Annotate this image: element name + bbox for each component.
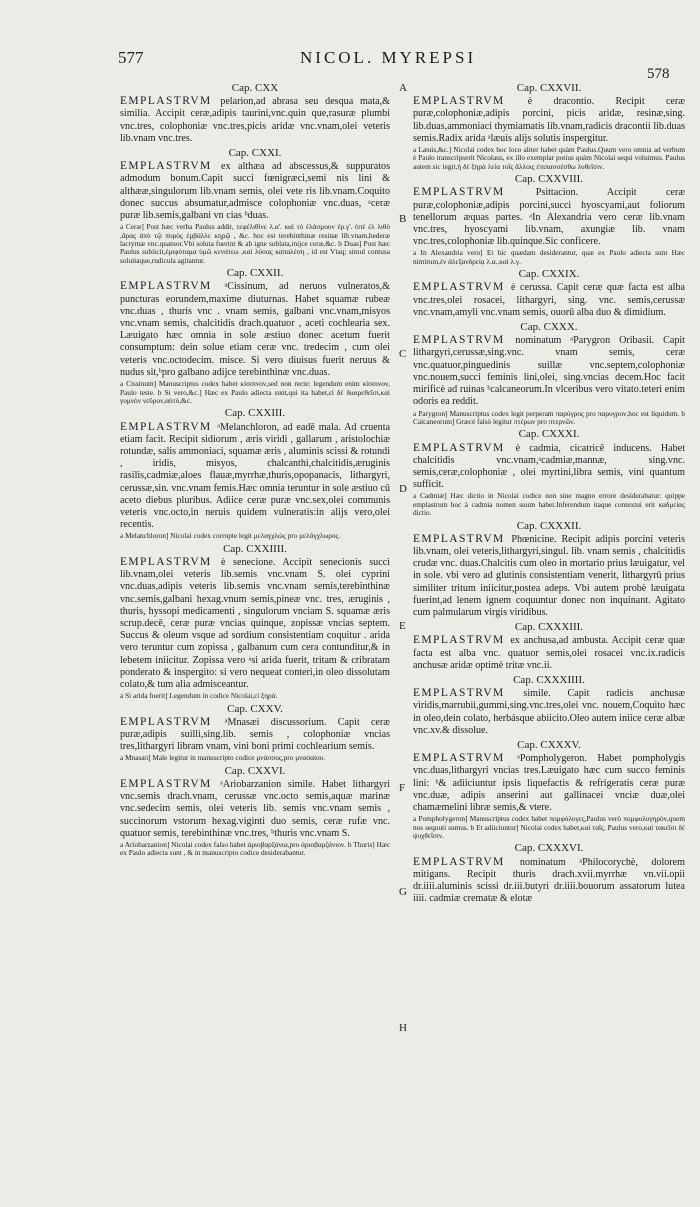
recipe-paragraph	[120, 160, 390, 222]
paragraph-text: nominatum ᵃParygron Oribasii. Capit lithargyri,cerussæ,sing.vnc. vnam semis, ceræ vnc.quatuor,pinguedinis suillæ vnc.septem,colophoniæ vnc.nouem,succi feminis lini,olei, sing.vncias decem.Hoc facit mirificè ad ruinas ᵇcalcaneorum.In vlceribus vero vitato.teteri enim odoris ea reddit.	[413, 335, 685, 408]
chapter-heading: Cap. CXXVII.	[516, 82, 582, 94]
recipe-paragraph	[120, 95, 390, 145]
right-column	[413, 80, 685, 906]
paragraph-text: è senecione. Accipit senecionis succi lib.vnam,olei veteris lib.semis vnc.vnam S. olei cyprini vnc.duas,adipis veteris lib.semis vnc.vnam semis,terebinthinæ vnc.semis,galbani hexag.vnum semis,pineæ vnc. tres, æruginis , thuris, hyssopi medicamenti , singulorum vnciam S. squamæ æris scrup.decē, ceræ puræ vncias quinque, zopissæ vncias septem. Succus & oleum vsque ad sordium consistentiam coquitur . arida vero teruntur cum zopissa , galbanum cum cera contunditur,& in lebetem iniicitur. Zopissa vero ᵃsi arida fuerit, tritam & cribratam ponderato & inspergito: si vero nequeat conteri,in oleo dissolutam colato,& tum alia admisceantur.	[120, 556, 390, 690]
recipe-paragraph	[413, 442, 685, 492]
paragraph-text: ᵃPompholygeron. Habet pompholygis vnc.duas,lithargyri vncias tres.Læuigato hæc cum succo feminis lini: ᵇ& adiiciuntur ipsis liquefactis & refrigeratis ceræ puræ vnc.duæ, adipis anserini aut gallinacei vnciæ duæ,olei chamæmelini libræ semis,& vtere.	[413, 753, 685, 814]
emplastrum-word: EMPLASTRVM	[413, 855, 520, 868]
left-column	[120, 80, 390, 860]
page-header	[0, 48, 700, 82]
footnote: a In Alexandria vero] Et hic quædam desiderantur, quæ ex Paulo adiecta sunt Hæc nimirum,ἐν ἀλεξανδρείᾳ λ.α.,καὶ λ.γ.	[413, 248, 685, 266]
footnote: a Ariobarzanion] Nicolai codex falso habet ἀριοβαρξάνια,pro ἀριοβαρζάνιον. b Thuris] Hæc ex Paulo adiecta sunt , & in manuscripto codice desiderabantur.	[120, 840, 390, 858]
chapter-heading: Cap. CXXII.	[226, 267, 284, 280]
paragraph-text: è cerussa. Capit ceræ quæ facta est alba vnc.tres,olei rosacei, lithargyri, sing. vnc. semis,cerussæ vnc.vnam,amyli vnc.vnam semis, ouorū alba duo & dimidium.	[413, 282, 685, 318]
chapter-heading: Cap. CXXXI.	[518, 428, 580, 441]
recipe-paragraph	[413, 186, 685, 248]
paragraph-text: ᵃCissinum, ad neruos vulneratos,& puncturas eorundem,maxime diuturnas. Habet squamæ rubeæ vnc.duas , thuris vnc . vnam semis, galbani vnc.vnam,misyos vnc.vnam semis, chalcitidis drach.quatuor , aceti cochlearia sex. Læuigato hæc omnia in sole æstiuo donec acetum fuerit consumptum: dein solue etiam ceræ vnc. tredecim , cum olei veteris vnc.octodecim. misce. Si vero diuisus fuerit neruus & nudus sit,ᵇpro galbano adijce terebinthinæ vnc.duas.	[120, 281, 390, 378]
chapter-heading: Cap. CXXI.	[228, 147, 282, 160]
emplastrum-word: EMPLASTRVM	[413, 281, 511, 294]
chapter-heading: Cap. CXXIII.	[224, 407, 286, 420]
emplastrum-word: EMPLASTRVM	[413, 186, 536, 199]
chapter-heading: Cap. CXXX.	[520, 321, 578, 334]
margin-letter: H	[399, 1022, 407, 1034]
margin-letter: D	[399, 483, 407, 495]
emplastrum-word: EMPLASTRVM	[120, 778, 221, 791]
chapter-heading: Cap. CXXXIII.	[514, 621, 584, 634]
footnote: a Cadmiæ] Hæc dictio in Nicolai codice non sine magno errore desiderabatur: quippe emplastrum hoc à cadmia nomen suum habet.Inferendum itaque contextui erit καδμείας dictio.	[413, 491, 685, 518]
margin-letter: C	[399, 348, 407, 360]
recipe-paragraph	[413, 752, 685, 814]
emplastrum-word: EMPLASTRVM	[413, 441, 516, 454]
chapter-heading: Cap. CXXVI.	[224, 764, 286, 777]
recipe-paragraph	[120, 421, 390, 532]
emplastrum-word: EMPLASTRVM	[120, 420, 218, 433]
margin-letter: B	[399, 213, 407, 225]
footnote: a Cissinum] Manuscriptus codex habet κίσσινον,sed non recte: legendum enim κίσσινον, Paulo teste. b Si vero,&c.] Hæc ex Paulo adiecta sunt,qui ita habet,εἰ δὲ διαιρεθεῖσι,καὶ γυμνὸν νεῦρον,αὐτὸ,&c.	[120, 379, 390, 405]
recipe-paragraph	[413, 856, 685, 906]
paragraph-text: Psittacion. Accipit ceræ puræ,colophoniæ,adipis porcini,succi hyoscyami,aut foliorum tenellorum æquas partes. ᵃIn Alexandria vero ceræ lib.vnam vnc.tres, hyoscyami lib.vnam, axungiæ lib. vnam vnc.tres,colophoniæ lib.quinque.Sic conficere.	[413, 187, 686, 248]
chapter-heading: Cap. CXXIIII.	[223, 542, 287, 555]
footnote: a Pompholygeron] Manuscriptus codex habet πομφόλυγες,Paulus verò πομφολυγηρὸν,quem nos sequuti sumus. b Et adiiciuntur] Nicolai codex habet,καὶ ταῖς. Paulus vero,καὶ τακεῖσι δὲ ψυχθεῖσιν.	[413, 814, 685, 841]
paragraph-text: ex althæa ad abscessus,& suppuratos admodum bonum.Capit succi fœnigræci,semi nis lini & althææ,singulorum lib.vnam semis, olei vete ris lib.vnam.Coquito donec succus absumatur,admisce colophoniæ vnc.duas, ᵃceræ puræ lib.semis,galbani vn cias ᵇduas.	[120, 161, 391, 222]
paragraph-text: è cadmia, cicatricē inducens. Habet chalcitidis vnc.vnam,ᵃcadmiæ,mannæ, sing.vnc. semis,ceræ,colophoniæ , olei myrtini,libra semis, vini quantum sufficit.	[413, 442, 685, 491]
emplastrum-word: EMPLASTRVM	[413, 752, 518, 765]
footnote: a Si arida fuerit] Legendum in codice Nicolai,εἰ ξηρὰ.	[120, 691, 278, 701]
margin-letter: A	[399, 82, 407, 94]
emplastrum-word: EMPLASTRVM	[120, 715, 225, 728]
paragraph-text: ex anchusa,ad ambusta. Accipit ceræ quæ facta est alba vnc. quatuor semis,olei rosacei vnc.ix.radicis anchusæ aridæ optimè tritæ vnc.ii.	[413, 635, 685, 671]
paragraph-text: Phœnicine. Recipit adipis porcini veteris lib.vnam, olei veteris,lithargyri,singul. lib. vnam semis , chalcitidis crudæ vnc. duas.Chalcitis cum oleo in mortario prius læuigatur, vel in sole. vbi vero ad glutinis consistentiam venerit, lithargyrū prius similiter tritum iniicitur,postea adeps. Vbi autem probè læuigata fuerint,ad lenem ignem coquuntur donec non inquinant. Agitato cum palmularum virgis viridibus.	[413, 533, 686, 618]
chapter-heading: Cap. CXXIX.	[518, 268, 580, 281]
recipe-paragraph	[120, 716, 390, 754]
chapter-heading: Cap. CXX	[231, 82, 279, 94]
chapter-heading: Cap. CXXVIII.	[514, 173, 584, 186]
footnote: a Læuis,&c.] Nicolai codex hoc loco aliter habet quàm Paulus.Quum vero omnia ad verbum è Paulo transcripserit Nicolaus, ex illo exemplar potius quàm Nicolai sequi voluimus. Paulus autem sic legit,ἡ δὲ ξηρὰ λεία τοῖς ἄλλοις ἐπιπασσέσθω λυθεῖσιν.	[413, 145, 685, 171]
page-number-left: 577	[118, 48, 144, 67]
recipe-paragraph	[120, 556, 390, 691]
paragraph-text: ᵃAriobarzanion simile. Habet lithargyri vnc.semis drach.vnam, cerussæ vnc.octo semis,aquæ marinæ vnc.sedecim semis, olei veteris lib. semis vnc.vnam semis , succinorum vstorum hexag.viginti duo semis, ceræ rufæ vnc. quatuor semis, terebinthinæ vnc.tres, ᵇthuris vnc.vnam S.	[120, 779, 390, 839]
emplastrum-word: EMPLASTRVM	[413, 532, 512, 545]
paragraph-text: simile. Capit radicis anchusæ viridis,marrubii,gummi,sing.vnc.tres,olei vnc. nouem,Coquito hæc in oleo,dein colato, herbásque abiicito.Oleo autem iniice ceræ albæ vnc.xv.& dissolue.	[413, 688, 685, 736]
emplastrum-word: EMPLASTRVM	[413, 687, 524, 700]
footnote: a Ceræ] Post hæc verba Paulus addit, τεφέλιθίνε λ.α'. καὶ τὸ ἐλάσμουν ἐρ.γ'. ὁπὲ ἐλ λιθὸ ,ἄρας ἀπὸ τῷ πυρὸς ἐμβάλλε κηρῷ , &c. hoc est terebinthinæ resinæ lib.vnam,hederæ lacrymæ vnc.quatuor.Vbi soluta fuerint & ab igne sublata,inijce ceræ,&c. b Duas] Post hæc Paulus subiicit,ἐμιφόταμα ὑμῶ κενάτεω ,καὶ λύσας καπαλέση , id est Vtaq; simul contusa soluitaque,rudicula agitantur.	[120, 222, 390, 265]
recipe-paragraph	[413, 533, 685, 619]
chapter-heading: Cap. CXXXVI.	[514, 842, 584, 855]
margin-letter: G	[399, 886, 407, 898]
recipe-paragraph	[413, 95, 685, 145]
emplastrum-word: EMPLASTRVM	[413, 334, 516, 347]
margin-letter: F	[399, 782, 406, 794]
footnote: a Mnasæi] Male legitur in manuscripto codice μνάσσος,pro μνασαίου.	[120, 753, 326, 763]
emplastrum-word: EMPLASTRVM	[120, 280, 225, 293]
recipe-paragraph	[413, 281, 685, 319]
recipe-paragraph	[120, 778, 390, 840]
paragraph-text: pelarion,ad abrasa seu desqua mata,& similia. Accipit ceræ,adipis taurini,vnc.quin que,rasuræ plumbi vnc.tres, colophoniæ vnc.tres,picis aridæ vnc.vnam,olei veteris lib.vnam vnc.tres.	[120, 96, 391, 144]
chapter-heading: Cap. CXXXIIII.	[513, 673, 585, 686]
emplastrum-word: EMPLASTRVM	[120, 160, 221, 173]
paragraph-text: ᵃMelanchloron, ad eadē mala. Ad cruenta etiam facit. Recipit sidiorum , æris viridi , gallarum , aristolochiæ rotundæ, salis ammoniaci, squamæ æris , aluminis scissi & rotundi , iridis, misyos, chalcanthi,chalcitidis,æruginis rasilis,cadmiæ,aloes flauæ,myrrhæ,thuris,opopanacis, lithargyri, cerussæ,sin. vnc.vnam femis.Hæc omnia teruntur in sole æstiuo cū aceto diebus pluribus. Adiice ceræ puræ vnc.sex,olei communis veteris vnc.octo,in neruis quidem vulneratis:in alijs vero,olei recentis.	[120, 421, 390, 531]
recipe-paragraph	[413, 334, 685, 408]
emplastrum-word: EMPLASTRVM	[120, 95, 221, 108]
paragraph-text: nominatum ᵃPhilocorychè, dolorem mitigans. Recipit thuris drach.xvii.myrrhæ vn.vii.opii dr.iiii.aluminis scissi dr.iii.butyri dr.iiii.bouorum assatorum lutea iiii. cadmiæ crematæ & elotæ	[413, 856, 685, 905]
emplastrum-word: EMPLASTRVM	[120, 555, 221, 568]
chapter-heading: Cap. CXXV.	[227, 702, 283, 715]
margin-letter: E	[399, 620, 406, 632]
paragraph-text: ᵃMnasæi discussorium. Capit ceræ puræ,adipis suilli,sing.lib. semis , colophoniæ vncias tres,lithargyri libram vnam, vini boni primi cochlearium semis.	[120, 716, 390, 753]
chapter-heading: Cap. CXXXII.	[516, 519, 582, 532]
recipe-paragraph	[413, 634, 685, 672]
chapter-heading: Cap. CXXXV.	[517, 739, 581, 751]
recipe-paragraph	[120, 280, 390, 379]
paragraph-text: è dracontio. Recipit ceræ puræ,colophoniæ,adipis porcini, picis aridæ, resinæ,sing. lib.duas,ammoniaci thymiamatis lib.vnam,radicis dracontii lib.duas semis.Radix arida ᵃlæuis alijs solutis inspergitur.	[413, 96, 686, 144]
footnote: a Parygron] Manuscriptus codex legit perperam παρύγρος pro παρυγρον,hoc est liquidum. b Calcaneorum] Græcè falsò legitur πτέρων pro πτερνῶν.	[413, 408, 685, 426]
running-head: NICOL. MYREPSI	[300, 48, 477, 67]
emplastrum-word: EMPLASTRVM	[413, 95, 528, 108]
recipe-paragraph	[413, 687, 685, 737]
page-number-right: 578	[647, 66, 670, 82]
emplastrum-word: EMPLASTRVM	[413, 634, 511, 647]
footnote: a Melanchloron] Nicolai codex corrupte legit μελαγχλώς pro μελάγχλωρος.	[120, 531, 341, 541]
